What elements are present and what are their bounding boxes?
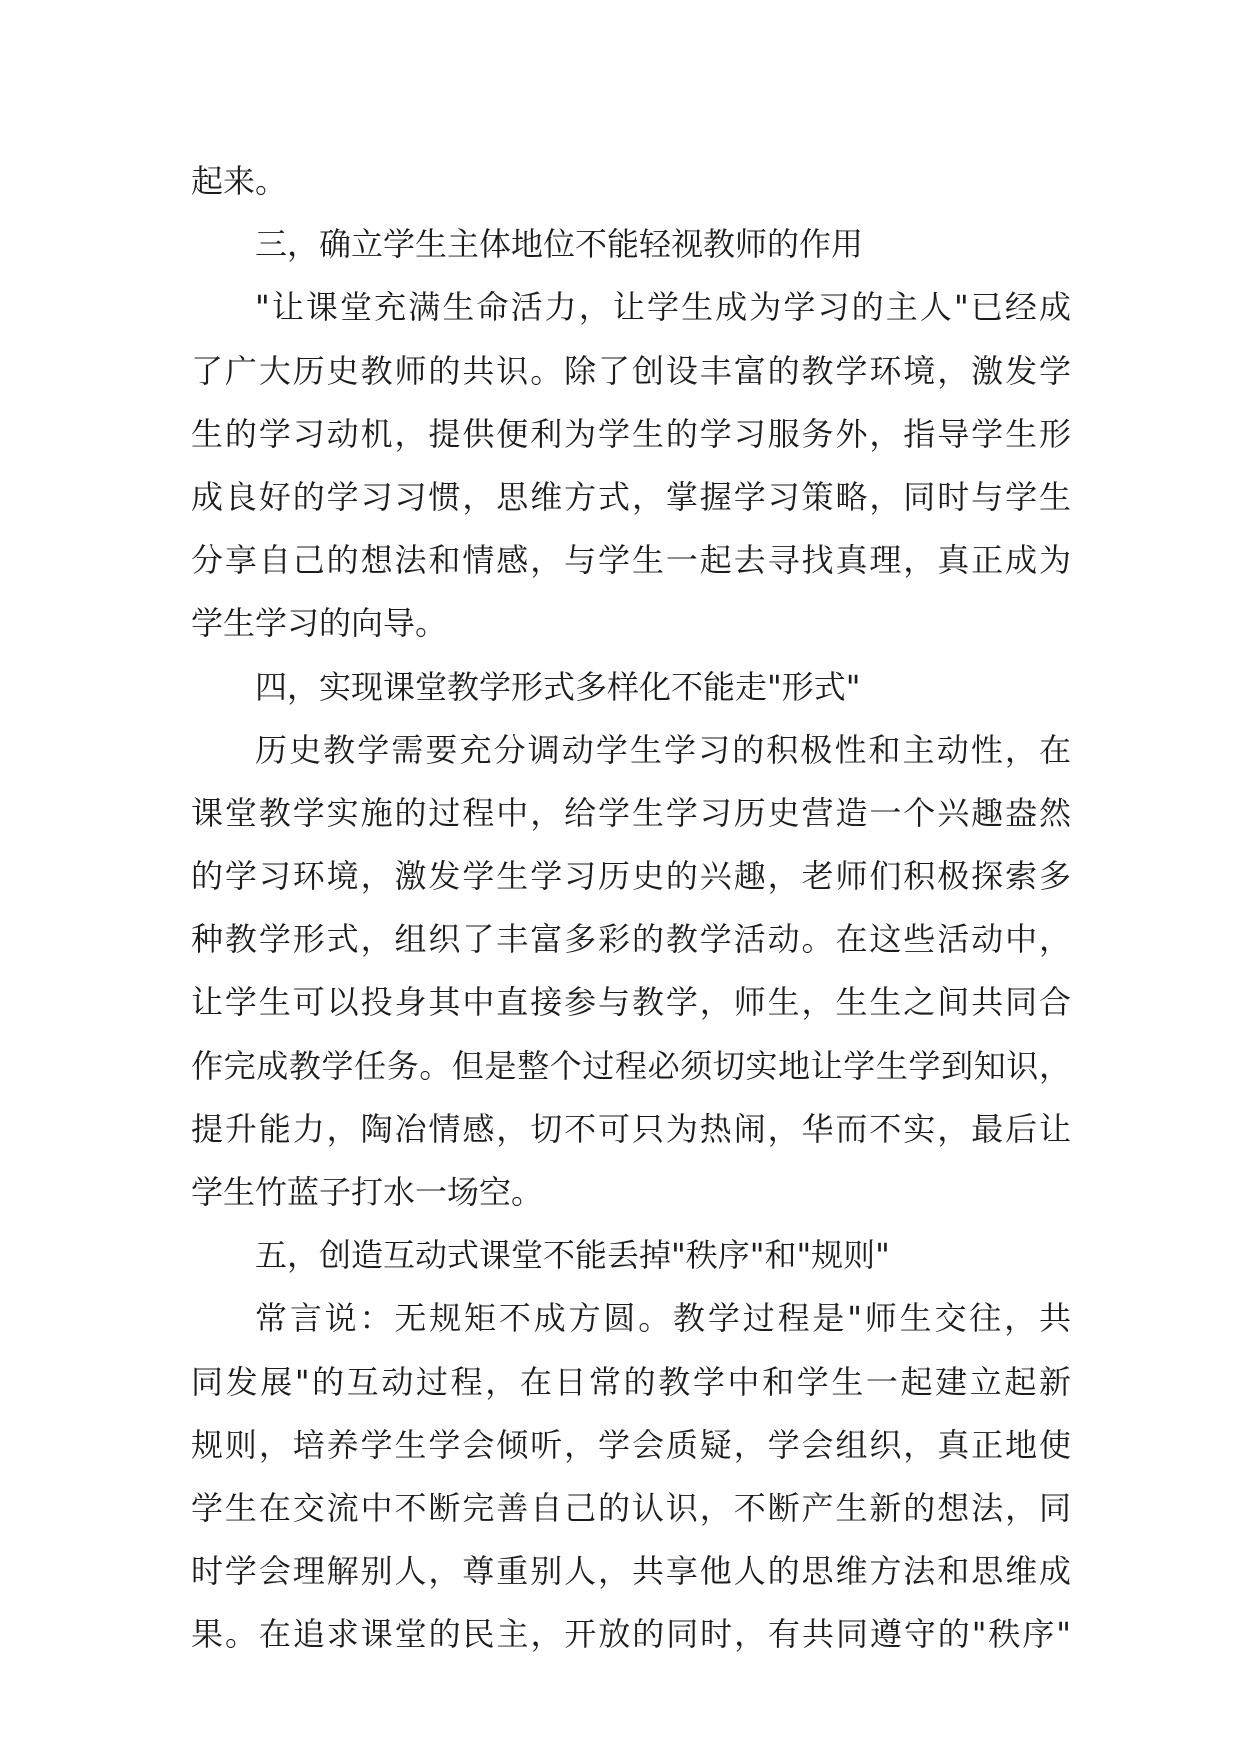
paragraph-line: 时学会理解别人，尊重别人，共享他人的思维方法和思维成 — [191, 1552, 1071, 1591]
paragraph-line: 同发展"的互动过程，在日常的教学中和学生一起建立起新 — [191, 1362, 1071, 1401]
paragraph-line: 常言说：无规矩不成方圆。教学过程是"师生交往，共 — [255, 1299, 1071, 1338]
paragraph-line: 让学生可以投身其中直接参与教学，师生，生生之间共同合 — [191, 983, 1071, 1022]
paragraph-line: 种教学形式，组织了丰富多彩的教学活动。在这些活动中， — [191, 920, 1071, 959]
section-heading: 四，实现课堂教学形式多样化不能走"形式" — [255, 667, 861, 706]
paragraph-line: 分享自己的想法和情感，与学生一起去寻找真理，真正成为 — [191, 541, 1071, 580]
paragraph-line: 学生竹蓝子打水一场空。 — [191, 1173, 544, 1211]
paragraph-line: 历史教学需要充分调动学生学习的积极性和主动性，在 — [255, 730, 1071, 769]
paragraph-line: 成良好的学习习惯，思维方式，掌握学习策略，同时与学生 — [191, 477, 1071, 516]
paragraph-line: 起来。 — [191, 162, 288, 200]
paragraph-line: 的学习环境，激发学生学习历史的兴趣，老师们积极探索多 — [191, 857, 1071, 896]
section-heading: 五，创造互动式课堂不能丢掉"秩序"和"规则" — [255, 1236, 890, 1275]
paragraph-line: 课堂教学实施的过程中，给学生学习历史营造一个兴趣盎然 — [191, 793, 1071, 832]
paragraph-line: 作完成教学任务。但是整个过程必须切实地让学生学到知识， — [191, 1046, 1071, 1085]
paragraph-line: 学生在交流中不断完善自己的认识，不断产生新的想法，同 — [191, 1488, 1071, 1527]
paragraph-line: 学生学习的向导。 — [191, 604, 448, 643]
paragraph-line: 了广大历史教师的共识。除了创设丰富的教学环境，激发学 — [191, 351, 1071, 390]
document-body — [191, 150, 1071, 1667]
paragraph-line: 果。在追求课堂的民主，开放的同时，有共同遵守的"秩序" — [191, 1615, 1071, 1654]
paragraph-line: 生的学习动机，提供便利为学生的学习服务外，指导学生形 — [191, 414, 1071, 453]
paragraph-line: 规则，培养学生学会倾听，学会质疑，学会组织，真正地使 — [191, 1425, 1071, 1464]
section-heading: 三，确立学生主体地位不能轻视教师的作用 — [255, 225, 864, 264]
paragraph-line: "让课堂充满生命活力，让学生成为学习的主人"已经成 — [255, 288, 1071, 327]
paragraph-line: 提升能力，陶冶情感，切不可只为热闹，华而不实，最后让 — [191, 1109, 1071, 1148]
